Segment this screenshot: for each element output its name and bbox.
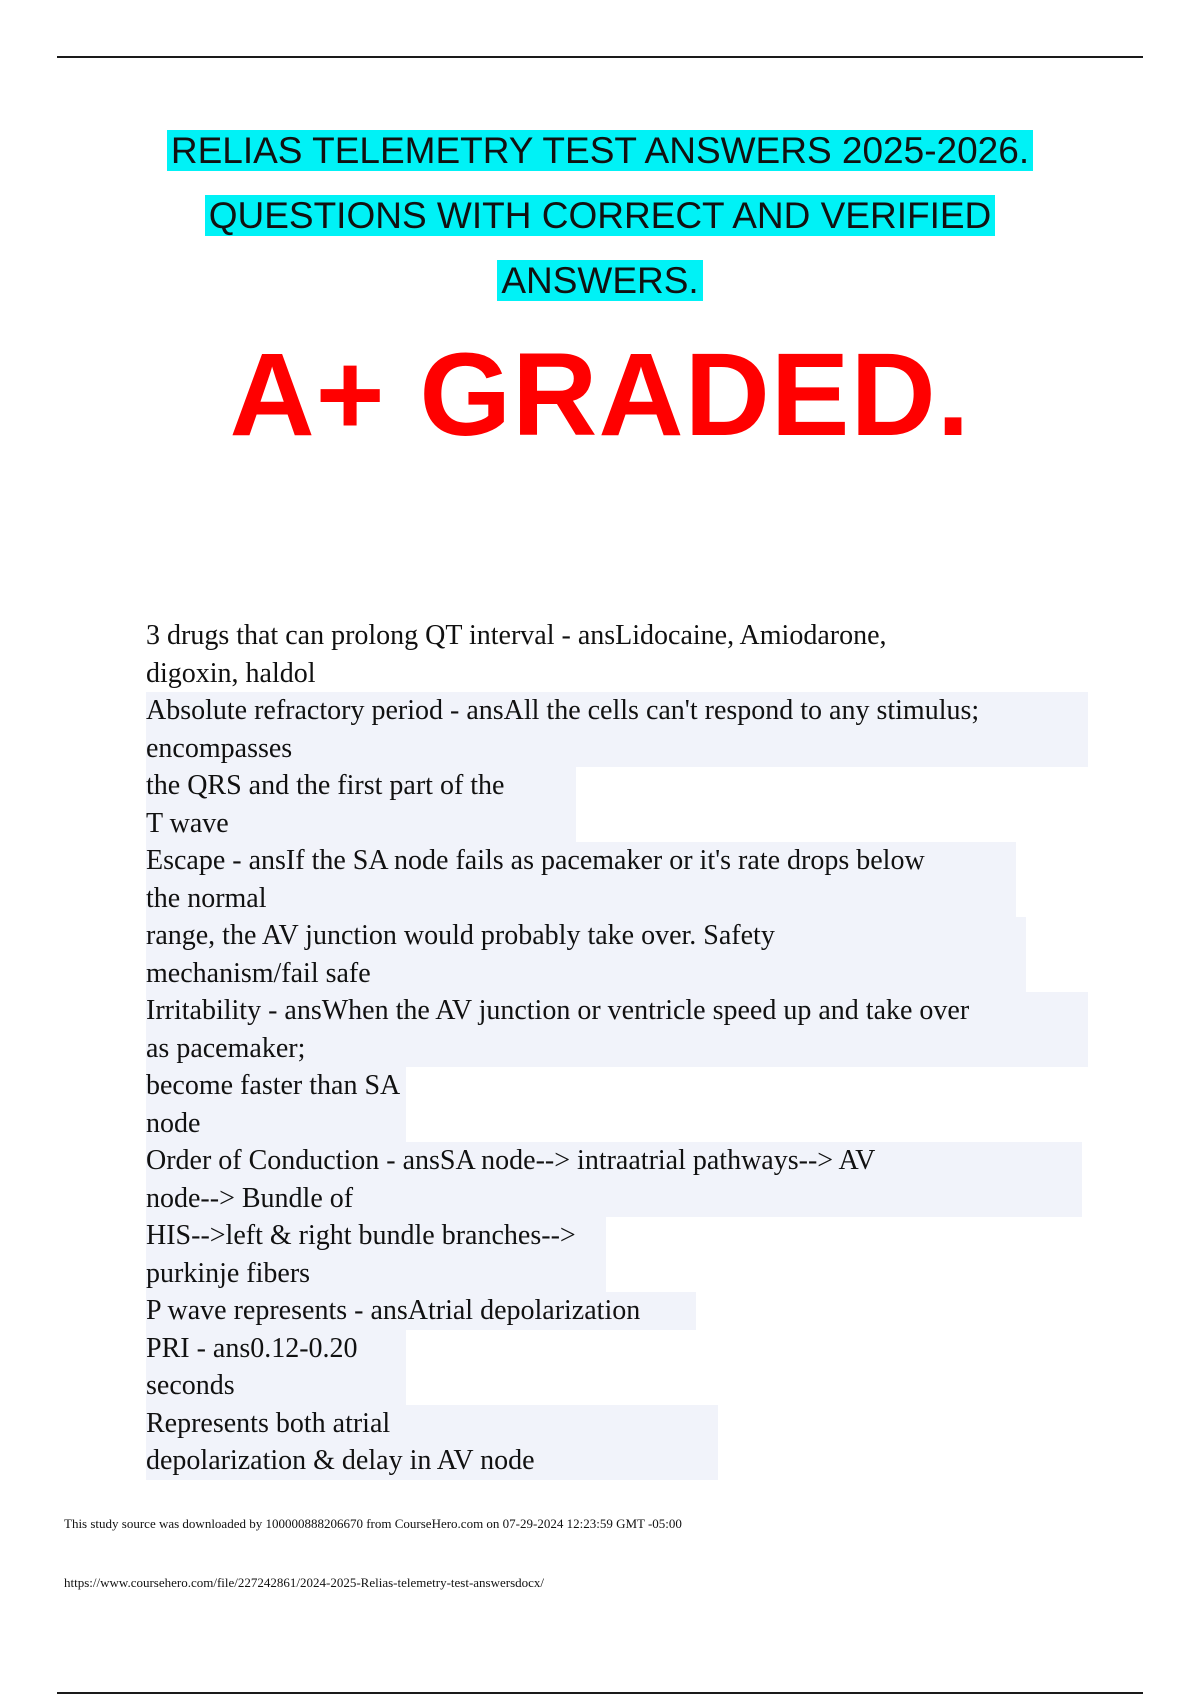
text-line: depolarization & delay in AV node — [146, 1442, 718, 1480]
source-url: https://www.coursehero.com/file/227242861/2024-2025-Relias-telemetry-test-answersdocx/ — [64, 1575, 545, 1590]
text-line: T wave — [146, 805, 576, 843]
grade-banner: A+ GRADED. — [229, 329, 971, 461]
text-line: Absolute refractory period - ansAll the cells can't respond to any stimulus; — [146, 692, 1088, 730]
text-line: encompasses — [146, 730, 1088, 768]
text-line: PRI - ans0.12-0.20 — [146, 1330, 406, 1368]
text-line: node — [146, 1105, 406, 1143]
text-line: digoxin, haldol — [146, 657, 316, 689]
text-line: become faster than SA — [146, 1067, 406, 1105]
top-rule — [57, 56, 1143, 58]
title-line-3: ANSWERS. — [497, 260, 702, 301]
text-line: HIS-->left & right bundle branches--> — [146, 1217, 606, 1255]
text-line: range, the AV junction would probably take over. Safety — [146, 917, 1026, 955]
text-line: node--> Bundle of — [146, 1180, 1082, 1218]
text-line: Irritability - ansWhen the AV junction or ventricle speed up and take over — [146, 992, 1088, 1030]
title-line-1: RELIAS TELEMETRY TEST ANSWERS 2025-2026. — [167, 130, 1033, 171]
text-line: Represents both atrial — [146, 1405, 718, 1443]
bottom-rule — [57, 1692, 1143, 1694]
document-title — [0, 118, 1200, 313]
text-line: mechanism/fail safe — [146, 955, 1026, 993]
text-line: the normal — [146, 880, 1016, 918]
text-line: 3 drugs that can prolong QT interval - ansLidocaine, Amiodarone, — [146, 620, 887, 651]
text-line: P wave represents - ansAtrial depolarization — [146, 1292, 696, 1330]
text-line: Order of Conduction - ansSA node--> intraatrial pathways--> AV — [146, 1142, 1082, 1180]
download-note: This study source was downloaded by 100000888206670 from CourseHero.com on 07-29-2024 12:23:59 GMT -05:00 — [64, 1516, 682, 1531]
text-line: as pacemaker; — [146, 1030, 1088, 1068]
title-line-2: QUESTIONS WITH CORRECT AND VERIFIED — [205, 195, 996, 236]
text-line: Escape - ansIf the SA node fails as pacemaker or it's rate drops below — [146, 842, 1016, 880]
text-line: purkinje fibers — [146, 1255, 606, 1293]
answer-text-body — [146, 617, 1106, 1480]
text-line: the QRS and the first part of the — [146, 767, 576, 805]
text-line: seconds — [146, 1367, 406, 1405]
